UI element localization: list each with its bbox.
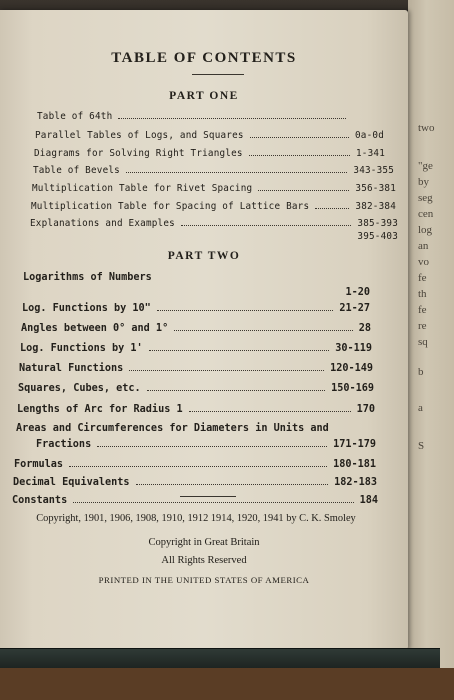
entry-label: Parallel Tables of Logs, and Squares bbox=[35, 130, 244, 141]
toc-entry bbox=[32, 183, 396, 194]
entry-pages: 382-384 bbox=[355, 201, 396, 212]
toc-entry bbox=[31, 201, 396, 212]
entry-label: Constants bbox=[12, 495, 68, 506]
dot-leader bbox=[118, 118, 346, 119]
toc-entry bbox=[20, 343, 372, 354]
dot-leader bbox=[258, 190, 349, 191]
adjacent-text: vo bbox=[418, 256, 429, 268]
adjacent-text: b bbox=[418, 366, 424, 378]
adjacent-text: S bbox=[418, 440, 425, 452]
adjacent-text: fe bbox=[418, 272, 427, 284]
toc-entry-pages-row bbox=[280, 287, 370, 298]
entry-label: Table of Bevels bbox=[33, 165, 120, 176]
entry-pages: 182-183 bbox=[334, 477, 377, 488]
dot-leader bbox=[189, 411, 351, 412]
book-page bbox=[0, 10, 408, 650]
entry-label: Log. Functions by 1' bbox=[20, 343, 143, 354]
page-title: TABLE OF CONTENTS bbox=[111, 50, 297, 66]
dot-leader bbox=[250, 137, 349, 138]
toc-entry bbox=[21, 323, 371, 334]
dot-leader bbox=[147, 390, 325, 391]
entry-pages: 356-381 bbox=[355, 183, 396, 194]
printed-in: PRINTED IN THE UNITED STATES OF AMERICA bbox=[98, 575, 310, 585]
part-one-heading: PART ONE bbox=[169, 90, 239, 102]
entry-pages: 0a-0d bbox=[355, 130, 384, 141]
toc-entry bbox=[200, 231, 398, 242]
dot-leader bbox=[149, 350, 330, 351]
entry-label: Squares, Cubes, etc. bbox=[18, 383, 141, 394]
adjacent-page bbox=[408, 0, 454, 668]
entry-label: Diagrams for Solving Right Triangles bbox=[34, 148, 243, 159]
entry-label: Natural Functions bbox=[19, 363, 124, 374]
dot-leader bbox=[126, 172, 347, 173]
entry-pages: 30-119 bbox=[335, 343, 372, 354]
dot-leader bbox=[129, 370, 324, 371]
dot-leader bbox=[69, 466, 327, 467]
adjacent-text: two bbox=[418, 122, 435, 134]
entry-pages: 385-393 bbox=[357, 218, 398, 229]
entry-label: Multiplication Table for Spacing of Lattice Bars bbox=[31, 201, 310, 212]
entry-label: Decimal Equivalents bbox=[13, 477, 130, 488]
entry-pages: 180-181 bbox=[333, 459, 376, 470]
entry-label: Table of 64th bbox=[37, 111, 113, 122]
toc-entry bbox=[35, 130, 384, 141]
adjacent-text: an bbox=[418, 240, 429, 252]
adjacent-text: "ge bbox=[418, 160, 433, 172]
dot-leader bbox=[174, 330, 353, 331]
dot-leader bbox=[181, 225, 351, 226]
entry-label: Formulas bbox=[14, 459, 64, 470]
dot-leader bbox=[315, 208, 349, 209]
toc-entry bbox=[19, 363, 373, 374]
toc-entry-continuation bbox=[36, 439, 376, 450]
entry-label-continuation: Fractions bbox=[36, 439, 92, 450]
entry-pages: 1-20 bbox=[345, 287, 370, 298]
toc-entry bbox=[16, 423, 376, 434]
dot-leader bbox=[249, 155, 350, 156]
part-two-heading: PART TWO bbox=[167, 250, 241, 262]
dot-leader bbox=[97, 446, 327, 447]
entry-pages: 184 bbox=[359, 495, 378, 506]
dot-leader bbox=[73, 502, 353, 503]
toc-entry bbox=[30, 218, 398, 229]
adjacent-text: log bbox=[418, 224, 433, 236]
dot-leader bbox=[136, 484, 329, 485]
toc-entry bbox=[33, 165, 394, 176]
dot-leader bbox=[157, 310, 334, 311]
entry-label: Angles between 0° and 1° bbox=[21, 323, 169, 334]
title-rule bbox=[192, 74, 244, 75]
adjacent-text: a bbox=[418, 402, 423, 414]
toc-entry bbox=[17, 404, 375, 415]
copyright-gb: Copyright in Great Britain bbox=[148, 537, 260, 548]
entry-pages: 21-27 bbox=[339, 303, 370, 314]
entry-pages: 395-403 bbox=[357, 231, 398, 242]
entry-pages: 343-355 bbox=[353, 165, 394, 176]
adjacent-text: re bbox=[418, 320, 427, 332]
entry-pages: 150-169 bbox=[331, 383, 374, 394]
adjacent-text: seg bbox=[418, 192, 433, 204]
toc-entry bbox=[23, 272, 350, 283]
entry-pages: 120-149 bbox=[330, 363, 373, 374]
adjacent-text: cen bbox=[418, 208, 434, 220]
table-surface bbox=[0, 668, 454, 700]
rights-reserved: All Rights Reserved bbox=[161, 555, 247, 566]
entry-pages: 1-341 bbox=[356, 148, 385, 159]
entry-label: Logarithms of Numbers bbox=[23, 272, 152, 283]
entry-pages: 171-179 bbox=[333, 439, 376, 450]
adjacent-text: by bbox=[418, 176, 429, 188]
copyright-line: Copyright, 1901, 1906, 1908, 1910, 1912 1914, 1920, 1941 by C. K. Smoley bbox=[36, 513, 356, 524]
toc-entry bbox=[13, 477, 377, 488]
toc-entry bbox=[14, 459, 376, 470]
entry-label: Multiplication Table for Rivet Spacing bbox=[32, 183, 253, 194]
toc-entry bbox=[37, 111, 352, 122]
entry-label: Lengths of Arc for Radius 1 bbox=[17, 404, 183, 415]
adjacent-text: fe bbox=[418, 304, 427, 316]
entry-label: Log. Functions by 10" bbox=[22, 303, 151, 314]
section-rule bbox=[180, 496, 236, 497]
book-binding bbox=[0, 648, 440, 669]
adjacent-text: th bbox=[418, 288, 427, 300]
adjacent-text: sq bbox=[418, 336, 428, 348]
toc-entry bbox=[18, 383, 374, 394]
entry-label: Areas and Circumferences for Diameters in Units and bbox=[16, 423, 329, 434]
toc-entry bbox=[22, 303, 370, 314]
entry-pages: 170 bbox=[356, 404, 375, 415]
entry-pages: 28 bbox=[358, 323, 371, 334]
toc-entry bbox=[34, 148, 385, 159]
entry-label: Explanations and Examples bbox=[30, 218, 175, 229]
